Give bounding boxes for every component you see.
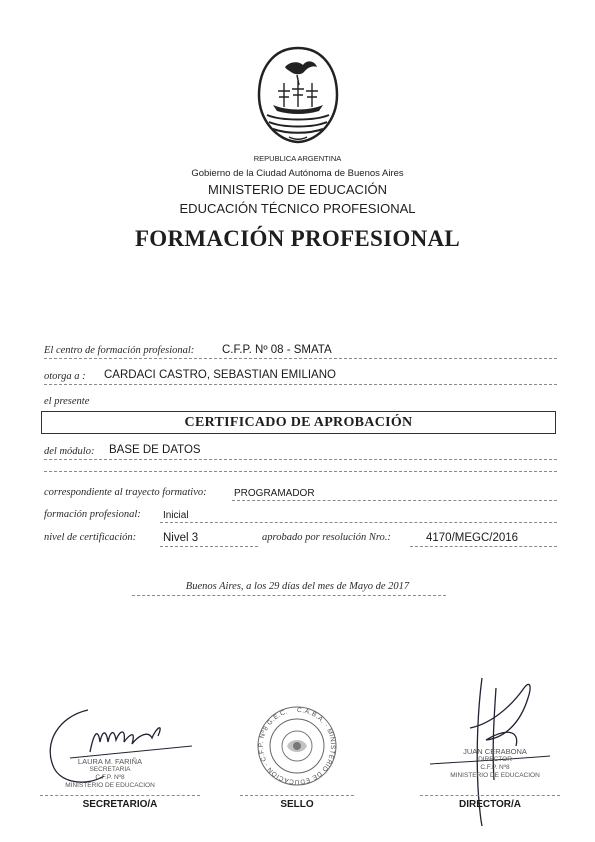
- otorga-line: [44, 384, 557, 385]
- modulo-value: BASE DE DATOS: [109, 444, 201, 456]
- date-underline: [132, 595, 446, 596]
- date-line: Buenos Aires, a los 29 días del mes de Mayo de 2017: [185, 581, 410, 592]
- page-title: FORMACIÓN PROFESIONAL: [134, 226, 461, 251]
- ministerio-label: MINISTERIO DE EDUCACIÓN: [207, 182, 388, 197]
- trayecto-value: PROGRAMADOR: [234, 488, 315, 499]
- resolucion-value: 4170/MEGC/2016: [426, 532, 519, 544]
- director-stamp-ministry: MINISTERIO DE EDUCACION: [450, 772, 540, 779]
- director-stamp-role: DIRECTOR: [478, 756, 512, 763]
- coat-of-arms-emblem: [257, 45, 339, 145]
- otorga-value: CARDACI CASTRO, SEBASTIAN EMILIANO: [104, 369, 336, 381]
- trayecto-label: correspondiente al trayecto formativo:: [44, 487, 207, 498]
- certificado-title: CERTIFICADO DE APROBACIÓN: [184, 415, 413, 430]
- formacion-label: formación profesional:: [44, 509, 141, 520]
- sello-line: [240, 795, 354, 796]
- formacion-line: [160, 522, 557, 523]
- centro-value: C.F.P. Nº 08 - SMATA: [222, 344, 332, 356]
- otorga-label: otorga a :: [44, 371, 86, 382]
- formacion-value: Inicial: [163, 510, 189, 521]
- official-seal: [250, 706, 344, 790]
- nivel-value: Nivel 3: [163, 532, 199, 544]
- centro-line: [44, 358, 557, 359]
- certificado-title-box: [41, 411, 556, 434]
- resolucion-label: aprobado por resolución Nro.:: [262, 532, 391, 543]
- centro-label: El centro de formación profesional:: [44, 345, 195, 356]
- secretario-label: SECRETARIO/A: [82, 799, 158, 810]
- trayecto-line: [232, 500, 557, 501]
- nivel-label: nivel de certificación:: [44, 532, 137, 543]
- director-stamp: [440, 748, 550, 780]
- presente-label: el presente: [44, 396, 90, 407]
- resolucion-line: [410, 546, 557, 547]
- director-stamp-school: C.F.P. Nº8: [480, 764, 510, 771]
- sello-label: SELLO: [280, 799, 314, 810]
- modulo-line-2: [44, 471, 557, 472]
- educacion-label: EDUCACIÓN TÉCNICO PROFESIONAL: [179, 201, 416, 216]
- secretario-stamp-ministry: MINISTERIO DE EDUCACION: [65, 782, 155, 789]
- republica-label: REPUBLICA ARGENTINA: [253, 154, 342, 163]
- gobierno-label: Gobierno de la Ciudad Autónoma de Buenos Aires: [191, 168, 404, 179]
- director-stamp-name: JUAN CERABONA: [463, 747, 527, 756]
- modulo-line: [44, 459, 557, 460]
- secretario-line: [40, 795, 200, 796]
- seal-ring-text: C.A.B.A. · MINISTERIO DE EDUCACION · C.F.P. Nº8 G.E.C.: [257, 706, 337, 786]
- modulo-label: del módulo:: [44, 446, 95, 457]
- secretario-stamp-role: SECRETARIA: [89, 766, 131, 773]
- secretario-stamp-school: C.F.P. Nº8: [95, 774, 125, 781]
- director-label: DIRECTOR/A: [458, 799, 522, 810]
- director-line: [420, 795, 560, 796]
- nivel-line: [160, 546, 258, 547]
- secretario-stamp-name: LAURA M. FARIÑA: [77, 757, 143, 766]
- secretario-stamp: [60, 758, 160, 790]
